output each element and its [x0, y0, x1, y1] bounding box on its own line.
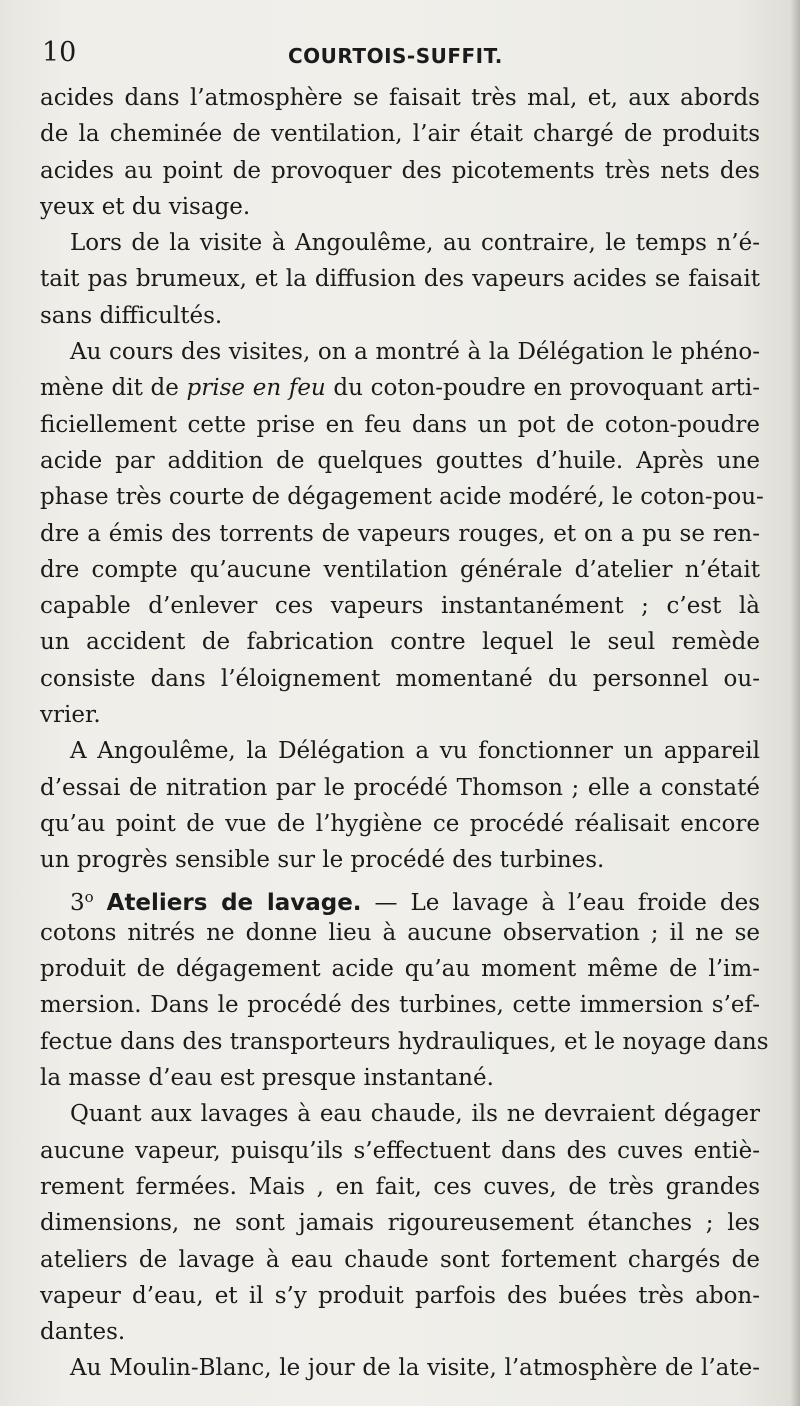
text-line: acides au point de provoquer des picotements très nets des [40, 157, 760, 184]
text-line: rement fermées. Mais , en fait, ces cuves, de très grandes [40, 1173, 760, 1200]
section-number: 3 [70, 889, 85, 916]
text-run: du coton-poudre en provoquant arti- [325, 375, 760, 402]
text-line: sans difficultés. [40, 302, 223, 329]
text-line: aucune vapeur, puisqu’ils s’effectuent dans des cuves entiè- [40, 1137, 760, 1164]
text-line: acides dans l’atmosphère se faisait très mal, et, aux abords [40, 85, 760, 111]
text-line: ateliers de lavage à eau chaude sont fortement chargés de [40, 1246, 760, 1273]
text-line: d’essai de nitration par le procédé Thomson ; elle a constaté [40, 774, 760, 801]
text-line: A Angoulême, la Délégation a vu fonctionner un appareil [70, 738, 760, 765]
text-line: dre a émis des torrents de vapeurs rouges, et on a pu se ren- [40, 520, 760, 547]
text-line: vapeur d’eau, et il s’y produit parfois des buées très abon- [40, 1282, 760, 1309]
running-head: COURTOIS-SUFFIT. [288, 44, 503, 68]
text-line: un accident de fabrication contre lequel le seul remède [40, 629, 760, 656]
section-heading: Ateliers de lavage. [106, 889, 362, 916]
text-line: de la cheminée de ventilation, l’air était chargé de produits [40, 121, 760, 148]
text-line: dre compte qu’aucune ventilation générale d’atelier n’était [40, 556, 760, 583]
text-line: un progrès sensible sur le procédé des turbines. [40, 847, 605, 874]
ordinal-superscript: o [84, 887, 94, 906]
text-line: la masse d’eau est presque instantané. [40, 1065, 494, 1092]
text-line: mersion. Dans le procédé des turbines, cette immersion s’ef- [40, 992, 760, 1019]
text-line: Quant aux lavages à eau chaude, ils ne devraient dégager [70, 1101, 760, 1128]
body-text [40, 80, 769, 1387]
text-line: capable d’enlever ces vapeurs instantanément ; c’est là [40, 593, 760, 620]
page-header [38, 38, 758, 78]
italic-term: prise en feu [186, 375, 326, 402]
page-number: 10 [42, 37, 77, 68]
text-line: acide par addition de quelques gouttes d’huile. Après une [40, 447, 760, 474]
text-run: — Le lavage à l’eau froide des [361, 889, 760, 916]
text-line: fectue dans des transporteurs hydrauliques, et le noyage dans [40, 1028, 769, 1055]
text-line: Lors de la visite à Angoulême, au contraire, le temps n’é- [70, 230, 760, 257]
text-line: vrier. [40, 702, 101, 729]
text-line: Au Moulin-Blanc, le jour de la visite, l’atmosphère de l’ate- [70, 1355, 760, 1382]
text-line: yeux et du visage. [40, 193, 251, 220]
text-line: Au cours des visites, on a montré à la Délégation le phéno- [70, 339, 760, 366]
text-run: mène dit de [40, 375, 187, 402]
text-line: cotons nitrés ne donne lieu à aucune observation ; il ne se [40, 919, 760, 946]
text-line: qu’au point de vue de l’hygiène ce procédé réalisait encore [40, 810, 760, 837]
text-line: tait pas brumeux, et la diffusion des vapeurs acides se faisait [40, 266, 760, 293]
text-line: dantes. [40, 1319, 126, 1346]
text-line: consiste dans l’éloignement momentané du personnel ou- [40, 665, 760, 692]
text-line: produit de dégagement acide qu’au moment même de l’im- [40, 956, 760, 983]
text-line: ficiellement cette prise en feu dans un pot de coton-poudre [40, 411, 760, 438]
text-line [40, 370, 760, 406]
text-line: phase très courte de dégagement acide modéré, le coton-pou- [40, 484, 764, 511]
text-line: dimensions, ne sont jamais rigoureusement étanches ; les [40, 1210, 760, 1237]
section-heading-line [40, 879, 760, 915]
